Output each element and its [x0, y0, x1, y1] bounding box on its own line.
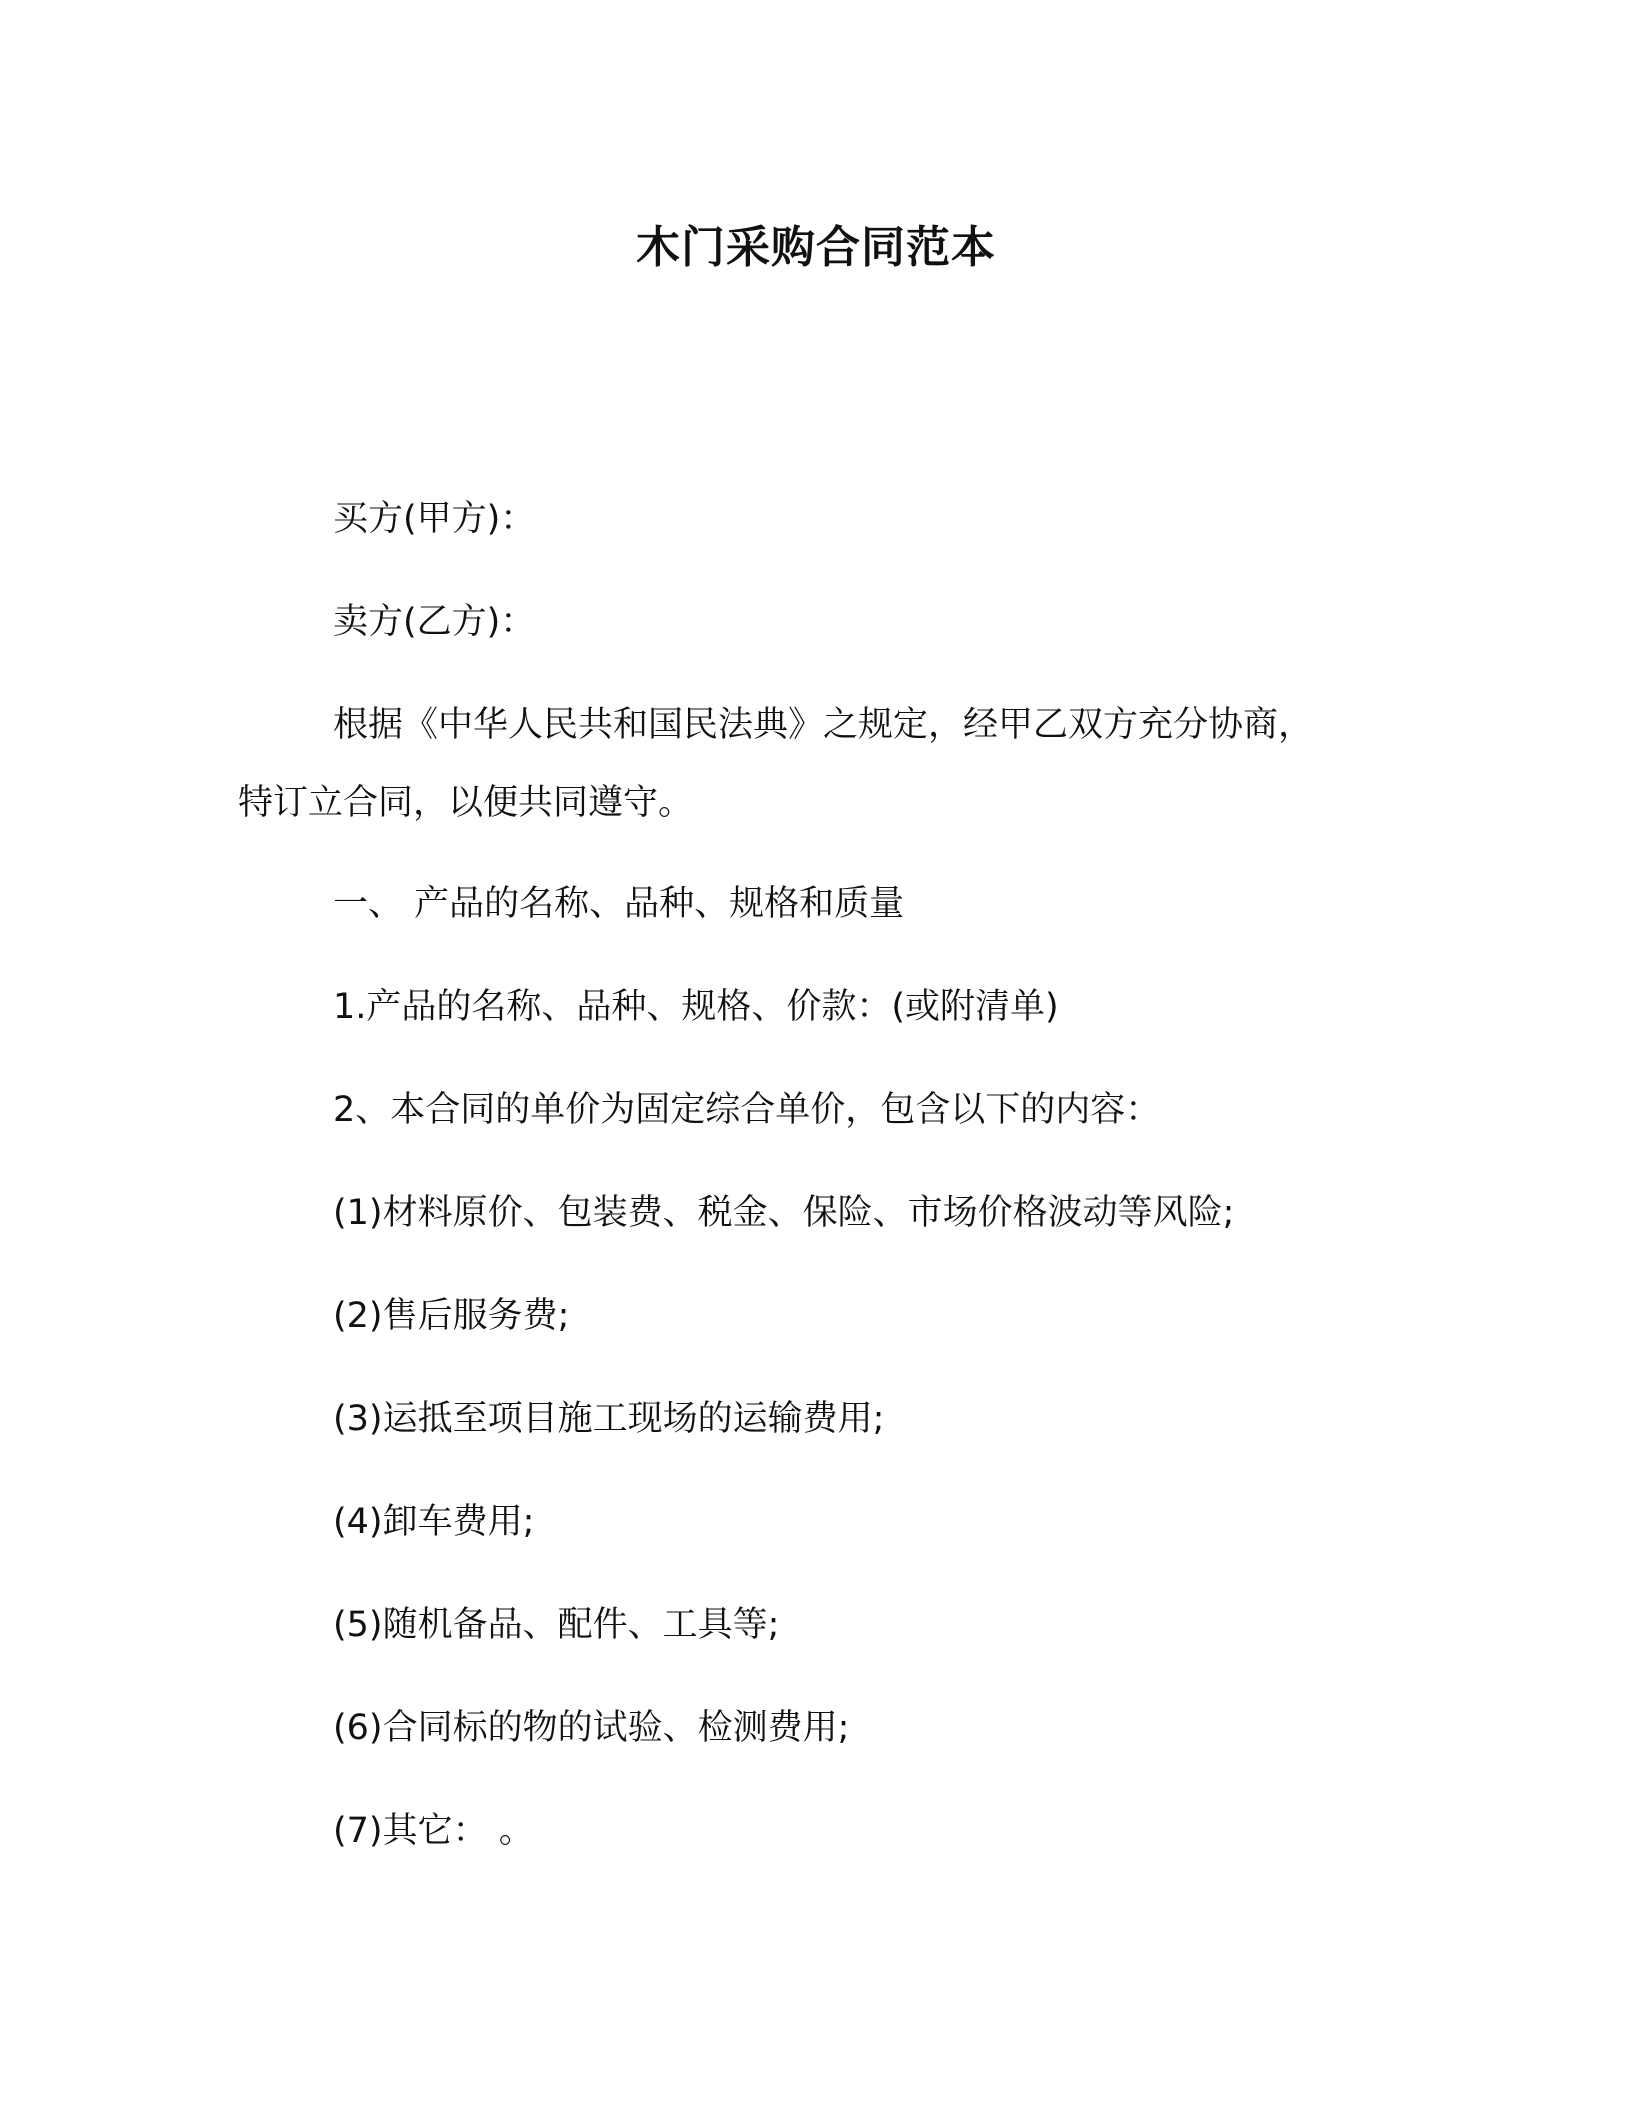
sub-item-6: (6)合同标的物的试验、检测费用;	[333, 1708, 850, 1748]
sub-item-1: (1)材料原价、包装费、税金、保险、市场价格波动等风险;	[333, 1193, 1235, 1233]
preamble-line-2: 特订立合同，以便共同遵守。	[238, 783, 694, 823]
sub-item-2: (2)售后服务费;	[333, 1296, 570, 1336]
seller-label: 卖方(乙方)：	[333, 602, 536, 642]
buyer-label: 买方(甲方)：	[333, 499, 536, 539]
sub-item-5: (5)随机备品、配件、工具等;	[333, 1605, 780, 1645]
item-1: 1.产品的名称、品种、规格、价款：(或附清单)	[333, 987, 1059, 1027]
section-1-heading: 一、 产品的名称、品种、规格和质量	[333, 884, 905, 924]
preamble-line-1: 根据《中华人民共和国民法典》之规定，经甲乙双方充分协商，	[333, 705, 1314, 745]
sub-item-4: (4)卸车费用;	[333, 1502, 535, 1542]
item-2: 2、本合同的单价为固定综合单价，包含以下的内容：	[333, 1090, 1161, 1130]
sub-item-7: (7)其它： 。	[333, 1811, 534, 1851]
sub-item-3: (3)运抵至项目施工现场的运输费用;	[333, 1399, 885, 1439]
document-title: 木门采购合同范本	[636, 222, 996, 273]
